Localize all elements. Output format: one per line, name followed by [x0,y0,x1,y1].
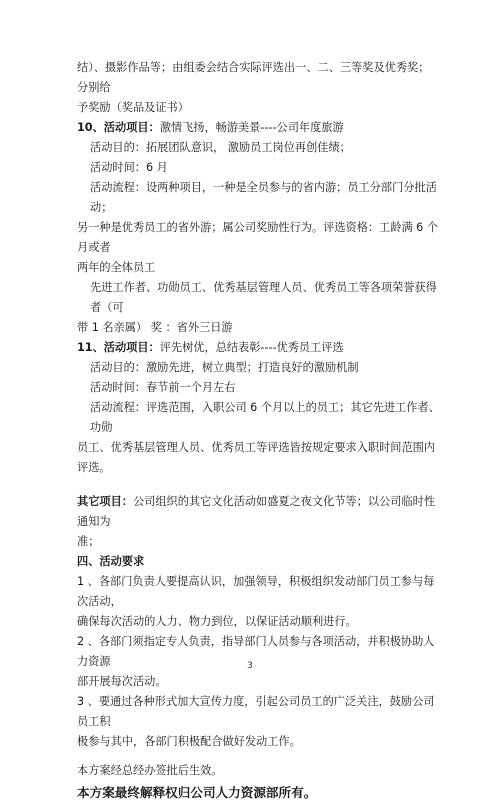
other-items-text: 公司组织的其它文化活动如盛夏之夜文化节等；以公司临时性通知为 [77,495,436,528]
text-line: 活动流程：设两种项目，一种是全员参与的省内游；员工分部门分批活动； [90,181,437,214]
text-line: 准； [77,535,100,548]
item-10-line [77,118,440,138]
other-items-line [77,492,440,532]
text-line: 1 、各部门负责人要提高认识，加强领导，积极组织发动部门员工参与每次活动， [77,575,435,608]
spacer [77,478,440,492]
text-line: 2 、各部门须指定专人负责，指导部门人员参与各项活动，并积极协助人力资源 [77,635,435,668]
item-10-title: 激情飞扬，畅游美景----公司年度旅游 [159,121,344,134]
section-heading: 四、活动要求 [77,555,145,568]
text-line: 极参与其中，各部门积极配合做好发动工作。 [77,735,301,748]
text-line: 带 1 名亲属） 奖 ：省外三日游 [77,321,233,334]
text-line: 活动流程：评选范围，入职公司 6 个月以上的员工；其它先进工作者、功勋 [90,401,440,434]
text-line: 活动时间：6 月 [90,161,168,174]
text-line: 予奖励（奖品及证书） [77,101,189,114]
item-11-line [77,338,440,358]
text-line: 确保每次活动的人力、物力到位，以保证活动顺利进行。 [77,615,357,628]
item-10-heading: 10、活动项目： [77,121,160,134]
text-line: 另一种是优秀员工的省外游；属公司奖励性行为。评选资格：工龄满 6 个月或者 [77,221,439,254]
item-11-title: 评先树优，总结表彰----优秀员工评选 [159,341,344,354]
text-line: 活动目的：拓展团队意识， 激励员工岗位再创佳绩； [90,141,351,154]
interpretation-note: 本方案最终解释权归公司人力资源部所有。 [77,785,317,800]
text-line: 结）、摄影作品等；由组委会结合实际评选出一、二、三等奖及优秀奖；分别给 [77,61,430,94]
page-number: 3 [247,661,253,671]
text-line: 先进工作者、功勋员工、优秀基层管理人员、优秀员工等各项荣誉获得者（可 [90,281,437,314]
text-line: 员工、优秀基层管理人员、优秀员工等评选皆按规定要求入职时间范围内评选。 [77,441,436,474]
text-line: 活动时间：春节前一个月左右 [90,381,236,394]
text-line: 活动目的：激励先进，树立典型；打造良好的激励机制 [90,361,359,374]
item-11-heading: 11、活动项目： [77,341,160,354]
text-line: 3 、要通过各种形式加大宣传力度，引起公司员工的广泛关注，鼓励公司员工积 [77,695,435,728]
text-line: 部开展每次活动。 [77,675,167,688]
text-line: 两年的全体员工 [77,261,156,274]
other-items-heading: 其它项目： [77,495,133,508]
spacer [77,752,440,761]
effective-note: 本方案经总经办签批后生效。 [77,764,223,777]
